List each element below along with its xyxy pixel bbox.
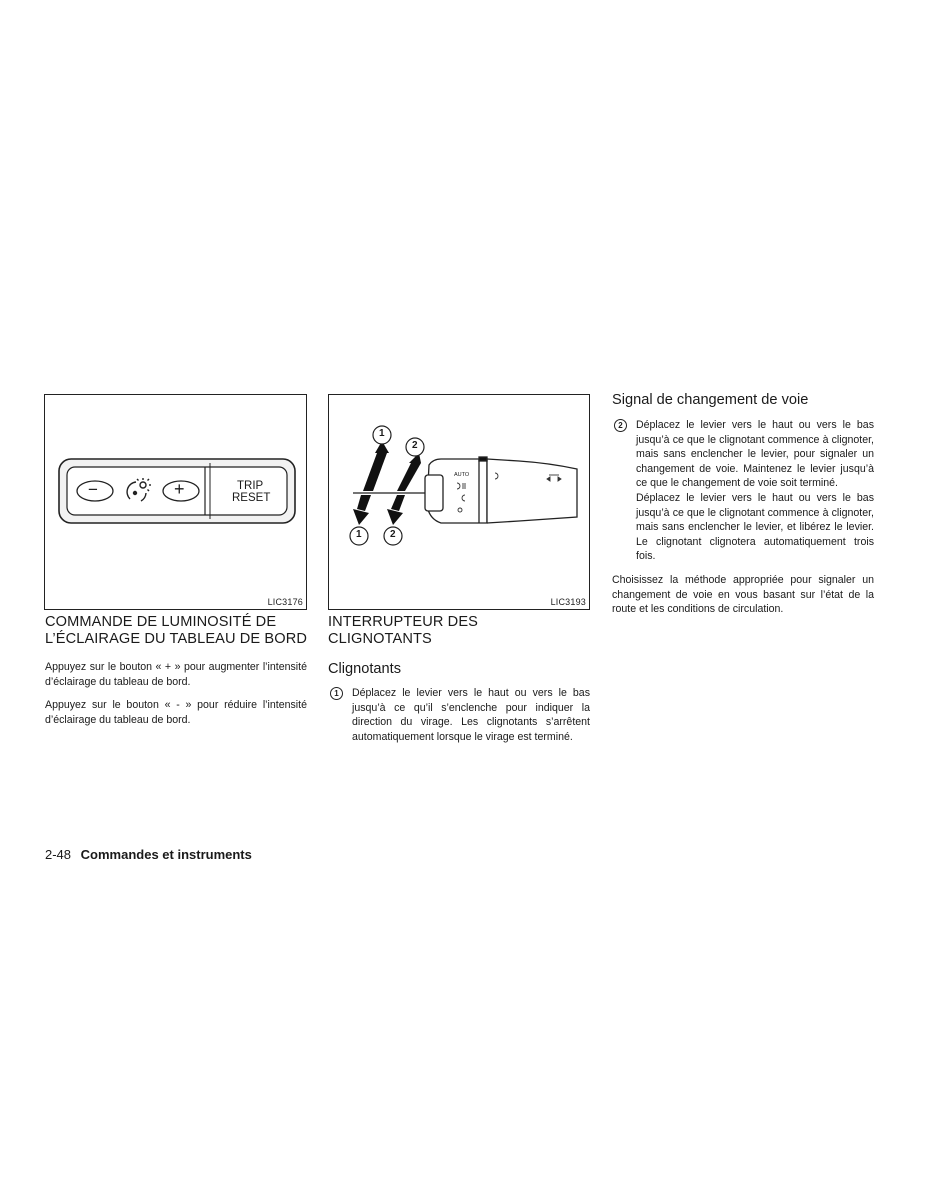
figure-turn-signal-lever [328,394,590,610]
arrow-up-1 [363,441,389,491]
figure-code: LIC3193 [550,597,586,607]
callout-2-top-label: 2 [412,440,418,451]
paragraph: Déplacez le levier vers le haut ou vers le bas jusqu’à ce que le clignotant commence à clignoter, mais sans enclencher le levier, pour signaler un changement de voie. Maintenez le levier jusqu’à ce que le changement de voie soit terminé. [636,419,874,490]
callout-number: 2 [614,419,627,432]
callout-1-bottom-label: 1 [356,529,362,540]
page-number: 2-48 [45,847,72,862]
list-item [612,418,874,564]
column-3 [612,392,874,617]
paragraph: Appuyez sur le bouton « - » pour réduire l’intensité d’éclairage du tableau de bord. [45,699,307,726]
arrow-up-2 [397,453,421,491]
section-title: Commandes et instruments [80,847,252,862]
figure-dimmer-switch [44,394,307,610]
list-item [328,686,590,744]
callout-number: 1 [330,687,343,700]
subsection-heading: Signal de changement de voie [612,392,809,408]
lever-auto-label: AUTO [454,472,470,478]
subsection-heading: Clignotants [328,661,402,677]
reset-label: RESET [232,492,271,504]
arrow-down-2 [387,495,405,525]
column-1 [45,614,307,727]
paragraph: Déplacez le levier vers le haut ou vers le bas jusqu’à ce que le clignotant commence à clignoter, mais sans enclencher le levier, et libérez le levier. Le clignotant clignotera automatiquement trois fois. [636,491,874,563]
turn-signal-lever [425,457,577,523]
page-footer [45,847,252,862]
section-heading: COMMANDE DE LUMINOSITÉ DE L’ÉCLAIRAGE DU TABLEAU DE BORD [45,614,307,647]
section-heading: INTERRUPTEUR DES CLIGNOTANTS [328,614,478,647]
plus-symbol: + [174,479,185,499]
trip-label: TRIP [237,480,264,492]
turn-signal-illustration [329,395,589,609]
callout-2-bottom-label: 2 [390,529,396,540]
paragraph: Appuyez sur le bouton « + » pour augmenter l’intensité d’éclairage du tableau de bord. [45,661,307,688]
callout-1-top-label: 1 [379,428,385,439]
minus-symbol: − [88,480,98,499]
paragraph: Déplacez le levier vers le haut ou vers le bas jusqu’à ce qu’il s’enclenche pour indiquer la direction du virage. Les clignotants s’arrêtent automatiquement lorsque le virage est terminé. [352,687,590,743]
paragraph: Choisissez la méthode appropriée pour signaler un changement de voie en vous basant sur l’état de la route et les conditions de circulation. [612,573,874,616]
figure-code: LIC3176 [267,597,303,607]
column-2 [328,614,590,744]
arrow-down-1 [353,495,371,525]
